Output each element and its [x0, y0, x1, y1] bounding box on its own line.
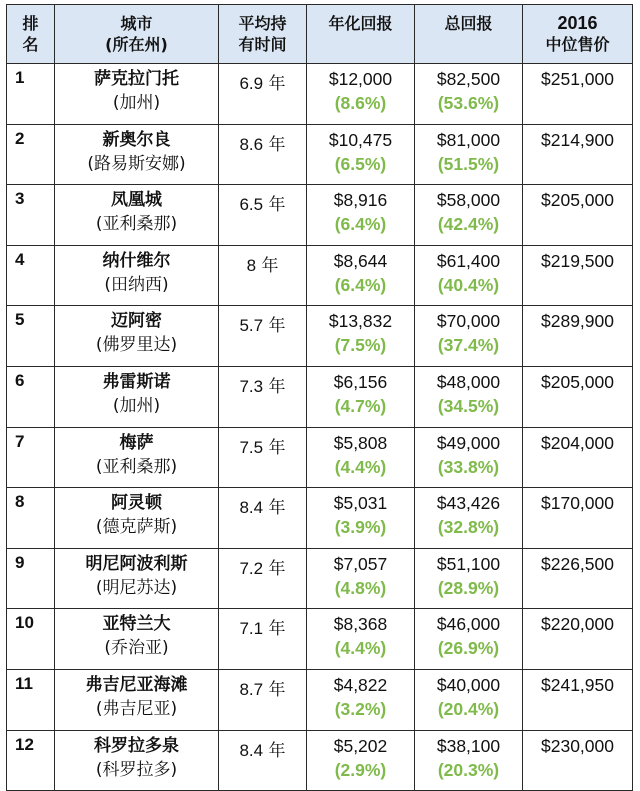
annual-return-amount: $4,822	[333, 674, 388, 695]
table-row	[7, 548, 633, 609]
total-return-percent: (40.4%)	[437, 274, 500, 295]
hold-time-unit: 年	[268, 376, 286, 397]
hold-time-unit: 年	[268, 498, 286, 519]
state-name: (乔治亚)	[104, 638, 169, 659]
annual-return-amount: $8,916	[333, 190, 388, 211]
header-hold-time: 平均持 有时间	[219, 5, 307, 64]
total-return-amount: $46,000	[436, 614, 501, 635]
annual-return-cell	[307, 427, 415, 488]
hold-time-value: 6.5	[239, 195, 264, 215]
table-row	[7, 64, 633, 125]
annual-return-amount: $12,000	[328, 69, 393, 89]
total-return-cell	[415, 609, 523, 670]
state-name: (科罗拉多)	[95, 759, 178, 780]
total-return-amount: $49,000	[436, 432, 501, 453]
total-return-percent: (32.8%)	[437, 517, 500, 538]
hold-time-cell	[219, 609, 307, 670]
annual-return-percent: (4.7%)	[334, 395, 387, 416]
median-price-cell: $219,500	[523, 245, 633, 306]
hold-time-unit: 年	[268, 679, 286, 700]
hold-time-value: 7.3	[239, 376, 264, 396]
city-name: 纳什维尔	[102, 250, 171, 271]
total-return-amount: $70,000	[436, 311, 501, 332]
annual-return-percent: (2.9%)	[334, 759, 387, 780]
total-return-amount: $40,000	[436, 674, 501, 695]
rank-cell: 5	[7, 306, 55, 367]
city-name: 弗雷斯诺	[102, 371, 171, 392]
hold-time-unit: 年	[268, 619, 286, 640]
hold-time-unit: 年	[268, 195, 286, 216]
total-return-percent: (26.9%)	[437, 638, 500, 659]
total-return-cell	[415, 124, 523, 185]
hold-time-value: 8.4	[239, 498, 264, 518]
table-row	[7, 245, 633, 306]
total-return-percent: (33.8%)	[437, 456, 500, 477]
total-return-amount: $51,100	[436, 553, 501, 574]
total-return-percent: (37.4%)	[437, 335, 500, 356]
header-annual-return: 年化回报	[307, 5, 415, 64]
annual-return-cell	[307, 64, 415, 125]
total-return-amount: $43,426	[436, 493, 501, 514]
city-cell	[55, 64, 219, 125]
median-price-cell: $251,000	[523, 64, 633, 125]
rank-cell: 10	[7, 609, 55, 670]
annual-return-percent: (3.2%)	[334, 698, 387, 719]
table-row	[7, 730, 633, 791]
rank-cell: 3	[7, 185, 55, 246]
city-name: 萨克拉门托	[94, 69, 179, 89]
city-name: 亚特兰大	[102, 614, 171, 635]
city-cell	[55, 245, 219, 306]
state-name: (加州)	[112, 395, 161, 416]
hold-time-cell	[219, 64, 307, 125]
total-return-amount: $61,400	[436, 250, 501, 271]
annual-return-percent: (4.4%)	[334, 638, 387, 659]
annual-return-amount: $10,475	[328, 129, 393, 150]
table-row	[7, 488, 633, 549]
total-return-percent: (42.4%)	[437, 214, 500, 235]
city-cell	[55, 185, 219, 246]
hold-time-cell	[219, 548, 307, 609]
total-return-cell	[415, 185, 523, 246]
state-name: (德克萨斯)	[95, 517, 178, 538]
hold-time-cell	[219, 306, 307, 367]
rank-cell: 2	[7, 124, 55, 185]
city-cell	[55, 488, 219, 549]
hold-time-value: 8.6	[239, 134, 264, 154]
header-rank: 排 名	[7, 5, 55, 64]
annual-return-cell	[307, 245, 415, 306]
annual-return-amount: $7,057	[333, 553, 388, 574]
annual-return-percent: (3.9%)	[334, 517, 387, 538]
annual-return-amount: $5,031	[333, 493, 388, 514]
median-price-cell: $220,000	[523, 609, 633, 670]
hold-time-cell	[219, 185, 307, 246]
hold-time-value: 6.9	[239, 74, 264, 93]
city-name: 明尼阿波利斯	[85, 553, 188, 574]
total-return-cell	[415, 548, 523, 609]
hold-time-cell	[219, 730, 307, 791]
total-return-percent: (28.9%)	[437, 577, 500, 598]
state-name: (亚利桑那)	[95, 214, 178, 235]
ranking-table	[6, 4, 633, 791]
median-price-cell: $241,950	[523, 669, 633, 730]
annual-return-cell	[307, 306, 415, 367]
city-cell	[55, 306, 219, 367]
annual-return-amount: $13,832	[328, 311, 393, 332]
rank-cell: 11	[7, 669, 55, 730]
city-cell	[55, 548, 219, 609]
median-price-cell: $204,000	[523, 427, 633, 488]
total-return-amount: $81,000	[436, 129, 501, 150]
annual-return-cell	[307, 185, 415, 246]
median-price-cell: $205,000	[523, 185, 633, 246]
hold-time-cell	[219, 245, 307, 306]
header-row	[7, 5, 633, 64]
city-name: 梅萨	[119, 432, 154, 453]
annual-return-percent: (8.6%)	[334, 93, 387, 113]
median-price-cell: $289,900	[523, 306, 633, 367]
hold-time-cell	[219, 488, 307, 549]
annual-return-amount: $5,808	[333, 432, 388, 453]
rank-cell: 6	[7, 366, 55, 427]
state-name: (佛罗里达)	[95, 335, 178, 356]
annual-return-amount: $8,644	[333, 250, 388, 271]
city-name: 阿灵顿	[111, 493, 162, 514]
rank-cell: 4	[7, 245, 55, 306]
city-name: 迈阿密	[111, 311, 162, 332]
annual-return-percent: (6.4%)	[334, 274, 387, 295]
city-name: 科罗拉多泉	[94, 735, 179, 756]
hold-time-value: 7.1	[239, 619, 264, 639]
header-median-price: 2016 中位售价	[523, 5, 633, 64]
hold-time-unit: 年	[268, 134, 286, 155]
total-return-cell	[415, 306, 523, 367]
city-cell	[55, 124, 219, 185]
table-row	[7, 427, 633, 488]
state-name: (明尼苏达)	[95, 577, 178, 598]
header-total-return: 总回报	[415, 5, 523, 64]
annual-return-percent: (7.5%)	[334, 335, 387, 356]
median-price-cell: $205,000	[523, 366, 633, 427]
table-row	[7, 366, 633, 427]
city-cell	[55, 427, 219, 488]
annual-return-cell	[307, 488, 415, 549]
total-return-amount: $58,000	[436, 190, 501, 211]
annual-return-cell	[307, 366, 415, 427]
total-return-cell	[415, 64, 523, 125]
annual-return-cell	[307, 669, 415, 730]
hold-time-value: 7.5	[239, 437, 264, 457]
table-row	[7, 306, 633, 367]
annual-return-amount: $8,368	[333, 614, 388, 635]
annual-return-cell	[307, 124, 415, 185]
hold-time-unit: 年	[261, 255, 279, 276]
city-cell	[55, 366, 219, 427]
table-row	[7, 609, 633, 670]
table-row	[7, 185, 633, 246]
rank-cell: 12	[7, 730, 55, 791]
city-name: 凤凰城	[111, 190, 162, 211]
state-name: (路易斯安娜)	[87, 153, 186, 174]
total-return-percent: (20.4%)	[437, 698, 500, 719]
hold-time-unit: 年	[268, 437, 286, 458]
rank-cell: 9	[7, 548, 55, 609]
rank-cell: 1	[7, 64, 55, 125]
annual-return-percent: (6.5%)	[334, 153, 387, 174]
hold-time-cell	[219, 427, 307, 488]
hold-time-cell	[219, 669, 307, 730]
total-return-cell	[415, 245, 523, 306]
state-name: (弗吉尼亚)	[95, 698, 178, 719]
state-name: (加州)	[112, 93, 161, 113]
city-cell	[55, 609, 219, 670]
hold-time-unit: 年	[268, 558, 286, 579]
total-return-percent: (34.5%)	[437, 395, 500, 416]
hold-time-unit: 年	[268, 316, 286, 337]
annual-return-percent: (4.4%)	[334, 456, 387, 477]
hold-time-value: 5.7	[239, 316, 264, 336]
total-return-cell	[415, 669, 523, 730]
total-return-cell	[415, 366, 523, 427]
hold-time-value: 7.2	[239, 558, 264, 578]
annual-return-percent: (4.8%)	[334, 577, 387, 598]
total-return-amount: $48,000	[436, 371, 501, 392]
median-price-cell: $230,000	[523, 730, 633, 791]
median-price-cell: $226,500	[523, 548, 633, 609]
hold-time-value: 8	[246, 255, 257, 275]
total-return-amount: $38,100	[436, 735, 501, 756]
total-return-percent: (51.5%)	[437, 153, 500, 174]
ranking-table-container	[6, 4, 632, 780]
annual-return-cell	[307, 609, 415, 670]
hold-time-unit: 年	[268, 740, 286, 761]
total-return-percent: (20.3%)	[437, 759, 500, 780]
annual-return-amount: $6,156	[333, 371, 388, 392]
median-price-cell: $170,000	[523, 488, 633, 549]
city-cell	[55, 669, 219, 730]
hold-time-cell	[219, 124, 307, 185]
annual-return-cell	[307, 730, 415, 791]
total-return-cell	[415, 488, 523, 549]
annual-return-percent: (6.4%)	[334, 214, 387, 235]
total-return-percent: (53.6%)	[437, 93, 500, 113]
table-body	[7, 64, 633, 791]
annual-return-amount: $5,202	[333, 735, 388, 756]
total-return-cell	[415, 427, 523, 488]
state-name: (田纳西)	[104, 274, 169, 295]
hold-time-unit: 年	[268, 74, 286, 94]
state-name: (亚利桑那)	[95, 456, 178, 477]
total-return-amount: $82,500	[436, 69, 501, 89]
table-row	[7, 669, 633, 730]
header-city: 城市 (所在州)	[55, 5, 219, 64]
table-row	[7, 124, 633, 185]
hold-time-value: 8.4	[239, 740, 264, 760]
city-name: 新奥尔良	[102, 129, 171, 150]
rank-cell: 7	[7, 427, 55, 488]
hold-time-cell	[219, 366, 307, 427]
city-cell	[55, 730, 219, 791]
annual-return-cell	[307, 548, 415, 609]
hold-time-value: 8.7	[239, 679, 264, 699]
total-return-cell	[415, 730, 523, 791]
rank-cell: 8	[7, 488, 55, 549]
city-name: 弗吉尼亚海滩	[85, 674, 188, 695]
median-price-cell: $214,900	[523, 124, 633, 185]
